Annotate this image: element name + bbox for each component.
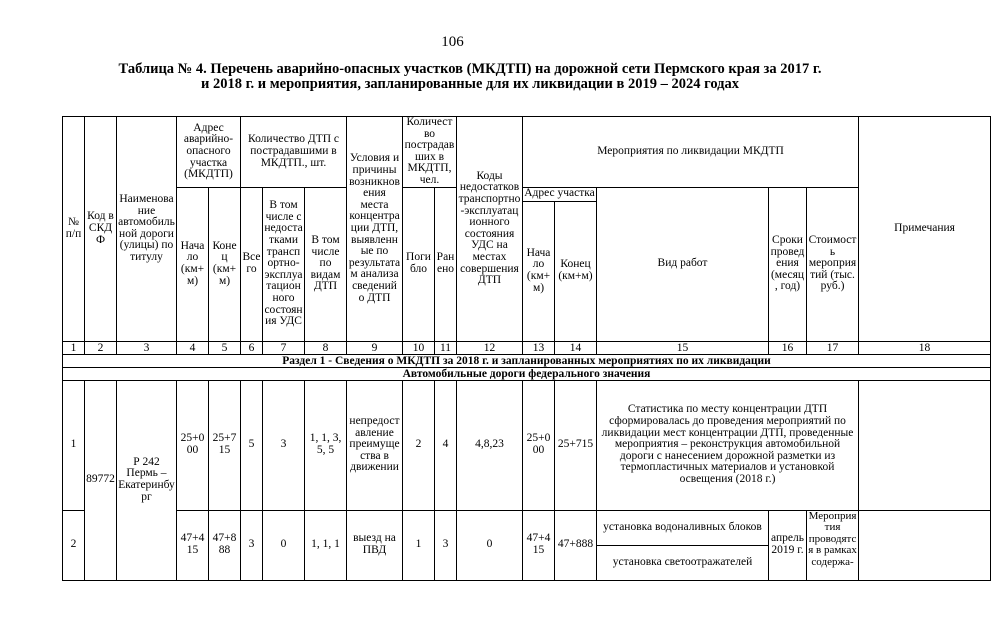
row-2-work-1: установка водоналивных блоков bbox=[597, 511, 768, 546]
row-1-measure-end: 25+715 bbox=[555, 380, 597, 510]
header-notes: Примечания bbox=[859, 117, 991, 342]
header-victims-dead: Погибло bbox=[403, 187, 435, 341]
header-dtp-total: Всего bbox=[241, 187, 263, 341]
header-udc-codes: Коды недостатков транспортно-эксплуатационного состояния УДС на местах совершения ДТП bbox=[457, 117, 523, 342]
table-title bbox=[40, 62, 900, 92]
column-number: 14 bbox=[555, 341, 597, 354]
row-1-udc: 3 bbox=[263, 380, 305, 510]
row-2-measure-start: 47+415 bbox=[523, 510, 555, 580]
column-number: 6 bbox=[241, 341, 263, 354]
column-number: 1 bbox=[63, 341, 85, 354]
header-code: Код в СКДФ bbox=[85, 117, 117, 342]
header-work-type: Вид работ bbox=[597, 187, 769, 341]
row-1-num: 1 bbox=[63, 380, 85, 510]
row-1-notes bbox=[859, 380, 991, 510]
page-number: 106 bbox=[441, 34, 464, 50]
column-number: 13 bbox=[523, 341, 555, 354]
title-line-1: Таблица № 4. Перечень аварийно-опасных участков (МКДТП) на дорожной сети Пермского края за 2017 г. bbox=[118, 61, 822, 77]
row-2-notes bbox=[859, 510, 991, 580]
subsection-title: Автомобильные дороги федерального значения bbox=[63, 367, 991, 380]
row-2-dead: 1 bbox=[403, 510, 435, 580]
header-measures: Мероприятия по ликвидации МКДТП bbox=[523, 117, 859, 188]
header-num: № п/п bbox=[63, 117, 85, 342]
column-number: 2 bbox=[85, 341, 117, 354]
header-measure-end: Конец (км+м) bbox=[555, 201, 597, 341]
row-2-measure-end: 47+888 bbox=[555, 510, 597, 580]
row-2-deadline: апрель 2019 г. bbox=[769, 510, 807, 580]
row-2-num: 2 bbox=[63, 510, 85, 580]
row-2-injured: 3 bbox=[435, 510, 457, 580]
header-address-end: Конец (км+м) bbox=[209, 187, 241, 341]
section-title: Раздел 1 - Сведения о МКДТП за 2018 г. и запланированных мероприятиях по их ликвидации bbox=[63, 354, 991, 367]
mkdtp-table bbox=[62, 116, 991, 581]
row-2-codes: 0 bbox=[457, 510, 523, 580]
row-2-work-types bbox=[597, 510, 769, 580]
row-1-codes: 4,8,23 bbox=[457, 380, 523, 510]
row-2-cost: Мероприятия проводятся в рамках содержа- bbox=[807, 510, 859, 580]
column-number: 15 bbox=[597, 341, 769, 354]
column-number: 3 bbox=[117, 341, 177, 354]
row-1-total: 5 bbox=[241, 380, 263, 510]
header-address-start: Начало (км+м) bbox=[177, 187, 209, 341]
shared-code: 89772 bbox=[85, 380, 117, 580]
row-2-types: 1, 1, 1 bbox=[305, 510, 347, 580]
row-1-end: 25+715 bbox=[209, 380, 241, 510]
row-2-work-2: установка светоотражателей bbox=[612, 555, 753, 568]
row-2-end: 47+888 bbox=[209, 510, 241, 580]
row-2-start: 47+415 bbox=[177, 510, 209, 580]
column-number: 18 bbox=[859, 341, 991, 354]
header-dtp-udc: В том числе с недостатками транспортно-эксплуатационного состояния УДС bbox=[263, 187, 305, 341]
header-victims-injured: Ранено bbox=[435, 187, 457, 341]
header-dtp-type: В том числе по видам ДТП bbox=[305, 187, 347, 341]
row-2-udc: 0 bbox=[263, 510, 305, 580]
header-deadline: Сроки проведения (месяц, год) bbox=[769, 187, 807, 341]
row-2-conditions: выезд на ПВД bbox=[347, 510, 403, 580]
column-number: 9 bbox=[347, 341, 403, 354]
column-number: 5 bbox=[209, 341, 241, 354]
header-conditions: Условия и причины возникновения места концентрации ДТП, выявленные по результатам анализа сведений о ДТП bbox=[347, 117, 403, 342]
header-address: Адрес аварийно-опасного участка (МКДТП) bbox=[177, 117, 241, 188]
row-1-conditions: непредоставление преимущества в движении bbox=[347, 380, 403, 510]
column-number: 7 bbox=[263, 341, 305, 354]
title-line-2: и 2018 г. и мероприятия, запланированные для их ликвидации в 2019 – 2024 годах bbox=[200, 76, 739, 92]
column-number: 17 bbox=[807, 341, 859, 354]
shared-road: Р 242 Пермь – Екатеринбург bbox=[117, 380, 177, 580]
header-road-name: Наименование автомобильной дороги (улицы) по титулу bbox=[117, 117, 177, 342]
header-measure-start: Начало (км+м) bbox=[523, 201, 555, 341]
row-1-dead: 2 bbox=[403, 380, 435, 510]
header-measure-address: Адрес участка bbox=[524, 187, 595, 200]
header-dtp-count: Количество ДТП с пострадавшими в МКДТП., шт. bbox=[241, 117, 347, 188]
column-number: 12 bbox=[457, 341, 523, 354]
row-1-types: 1, 1, 3, 5, 5 bbox=[305, 380, 347, 510]
header-victims: Количество пострадавших в МКДТП, чел. bbox=[403, 117, 457, 188]
column-number: 11 bbox=[435, 341, 457, 354]
column-number: 10 bbox=[403, 341, 435, 354]
row-1-merged-note: Статистика по месту концентрации ДТП сформировалась до проведения мероприятий по ликвидации мест концентрации ДТП, проведенные мероприятия – реконструкция автомобильной дороги с нанесением дорожной разметки из термопластичных материалов и установкой освещения (2018 г.) bbox=[597, 380, 859, 510]
row-2-total: 3 bbox=[241, 510, 263, 580]
row-1-injured: 4 bbox=[435, 380, 457, 510]
header-cost: Стоимость мероприятий (тыс. руб.) bbox=[807, 187, 859, 341]
column-number: 8 bbox=[305, 341, 347, 354]
column-number: 16 bbox=[769, 341, 807, 354]
row-1-start: 25+000 bbox=[177, 380, 209, 510]
column-number: 4 bbox=[177, 341, 209, 354]
row-1-measure-start: 25+000 bbox=[523, 380, 555, 510]
